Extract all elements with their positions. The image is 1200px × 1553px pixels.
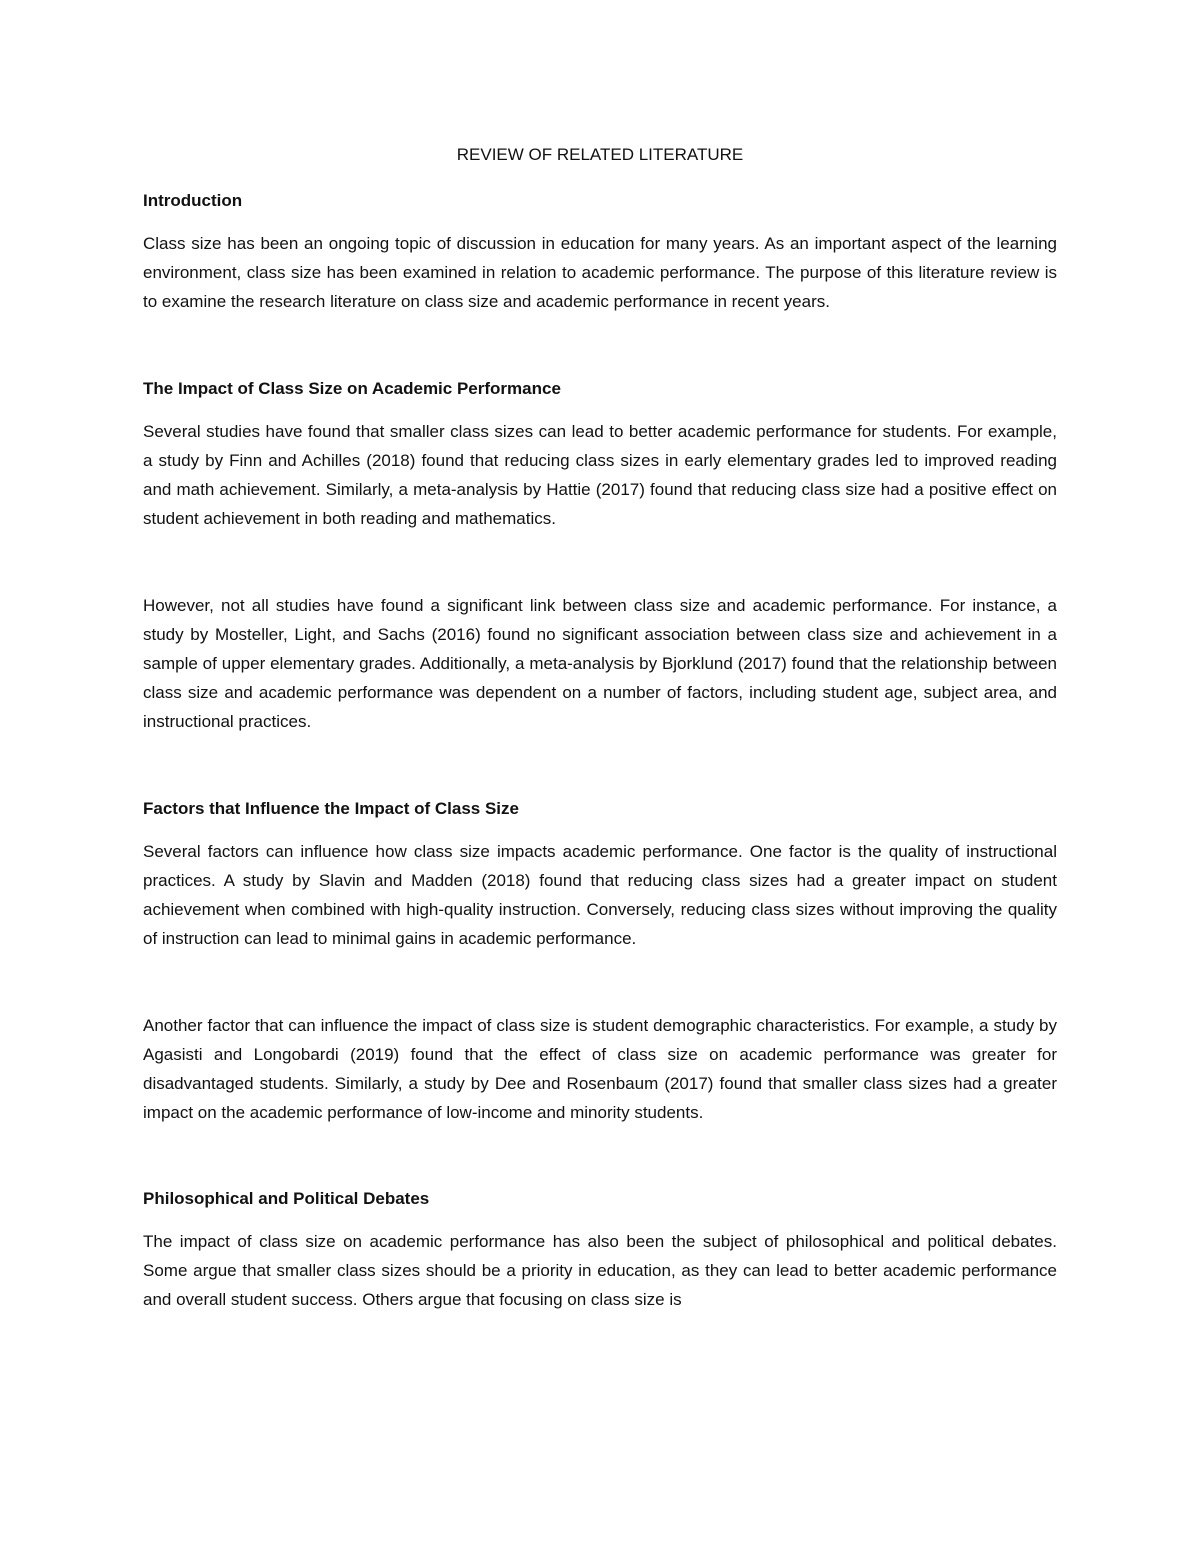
paragraph-introduction: Class size has been an ongoing topic of discussion in education for many years. As an important aspect of the learning environment, class size has been examined in relation to academic performance. The purpose of this literature review is to examine the research literature on class size and academic performance in recent years. — [143, 234, 1057, 311]
section-heading-debates: Philosophical and Political Debates — [143, 1189, 430, 1208]
paragraph-factors-1: Several factors can influence how class size impacts academic performance. One factor is the quality of instructional practices. A study by Slavin and Madden (2018) found that reducing class sizes had a greater impact on student achievement when combined with high-quality instruction. Conversely, reducing class sizes without improving the quality of instruction can lead to minimal gains in academic performance. — [143, 842, 1057, 948]
section-heading-impact: The Impact of Class Size on Academic Performance — [143, 379, 561, 398]
section-heading-introduction: Introduction — [143, 191, 243, 210]
section-heading-factors: Factors that Influence the Impact of Class Size — [143, 799, 519, 818]
paragraph-debates-1: The impact of class size on academic performance has also been the subject of philosophical and political debates. Some argue that smaller class sizes should be a priority in education, as they can lead to better academic performance and overall student success. Others argue that focusing on class size is — [143, 1232, 1057, 1309]
document-title: REVIEW OF RELATED LITERATURE — [456, 145, 744, 164]
paragraph-impact-1: Several studies have found that smaller class sizes can lead to better academic performance for students. For example, a study by Finn and Achilles (2018) found that reducing class sizes in early elementary grades led to improved reading and math achievement. Similarly, a meta-analysis by Hattie (2017) found that reducing class size had a positive effect on student achievement in both reading and mathematics. — [143, 422, 1057, 528]
document-page — [143, 140, 1057, 1314]
paragraph-factors-2: Another factor that can influence the impact of class size is student demographic characteristics. For example, a study by Agasisti and Longobardi (2019) found that the effect of class size on academic performance was greater for disadvantaged students. Similarly, a study by Dee and Rosenbaum (2017) found that smaller class sizes had a greater impact on the academic performance of low-income and minority students. — [143, 1016, 1057, 1122]
paragraph-impact-2: However, not all studies have found a significant link between class size and academic performance. For instance, a study by Mosteller, Light, and Sachs (2016) found no significant association between class size and achievement in a sample of upper elementary grades. Additionally, a meta-analysis by Bjorklund (2017) found that the relationship between class size and academic performance was dependent on a number of factors, including student age, subject area, and instructional practices. — [143, 596, 1057, 731]
